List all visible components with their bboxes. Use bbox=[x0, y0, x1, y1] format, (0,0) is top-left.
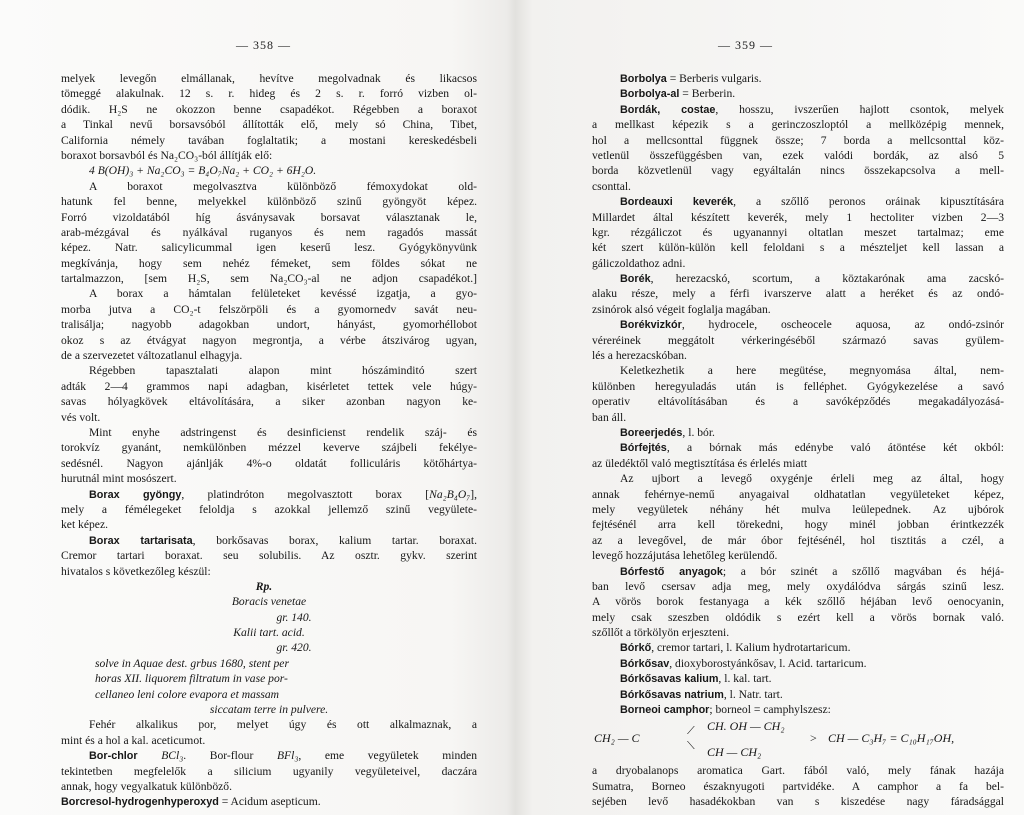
text-line: vés volt. bbox=[61, 410, 101, 424]
text-line: hatunk fel benne, melyekkel különböző szinű gyöngyöt képez. bbox=[61, 195, 477, 209]
text-line: adták 2—4 grammos napi adagban, kisérletet tettek vele húgy- bbox=[61, 379, 477, 393]
text-line: annak fehérnye-nemű anyagaival oldhatatlan vegyületeket képez, bbox=[592, 487, 1004, 501]
formula-right: CH — C₃H₇ = C₁₀H₁₇OH, bbox=[828, 731, 955, 746]
text-line: kgr. rézgáliczot és ugyanannyi oltatlan meszet tartalmaz; eme bbox=[592, 225, 1004, 239]
entry-line: Borcresol-hydrogenhyperoxyd = Acidum asepticum. bbox=[61, 795, 321, 809]
structural-formula bbox=[592, 719, 1004, 761]
entry-line: Borbolya-al = Berberin. bbox=[620, 87, 736, 101]
text-line: gáliczoldathoz adni. bbox=[592, 256, 686, 270]
text-line: szőllőt a törkölyön erjeszteni. bbox=[592, 626, 730, 640]
text-line: Mint enyhe adstringenst és desinficienst rendelik száj- és bbox=[89, 425, 477, 439]
text-line: operativ eltávolításában és a savóképződés megakadályozásá- bbox=[592, 395, 1004, 409]
entry-keyword: Bórkősav bbox=[620, 657, 670, 670]
text-line: megkívánja, hogy sem nehéz fémeket, sem földes sókat ne bbox=[61, 256, 477, 270]
text-line: tekintetben megfelelők a silicium ugyanily vegyületeivel, daczára bbox=[61, 764, 477, 778]
page-number: — 358 — bbox=[236, 38, 291, 52]
entry-keyword: Bordeauxi keverék bbox=[620, 196, 734, 209]
text-line: mely csak szeszben oldódik s ezért kell a vörös bornak való. bbox=[592, 610, 1004, 624]
text-line: okoz s az étvágyat nagyon megrontja, a vérbe átszivárog ugyan, bbox=[61, 333, 477, 347]
right-text-column bbox=[592, 71, 1004, 810]
page-number: — 359 — bbox=[718, 38, 773, 52]
text-line: savas hólyagkövek eltávolítására, a siker azonban nagyon ke- bbox=[61, 395, 477, 409]
formula-bottom: CH — CH₂ bbox=[707, 745, 762, 760]
text-line: de a szervezetet változatlanul elhagyja. bbox=[61, 349, 243, 363]
recipe-line: Kalii tart. acid. bbox=[233, 626, 305, 640]
recipe-line: horas XII. liquorem filtratum in vase por- bbox=[95, 672, 288, 686]
entry-line: Bordák, costae, hosszu, ivszerűen hajlott csontok, melyek bbox=[620, 102, 1004, 116]
entry-line: Bórfestő anyagok; a bór szinét a szőllő magvában és héjá- bbox=[620, 564, 1004, 578]
text-line: mint és a hol a kal. aceticumot. bbox=[61, 733, 206, 747]
text-line: A boraxot megolvasztva különböző fémoxydokat old- bbox=[89, 179, 477, 193]
entry-line: Bórfejtés, a bórnak más edénybe való átöntése két okból: bbox=[620, 441, 1004, 455]
entry-keyword: Borbolya-al bbox=[620, 88, 680, 101]
recipe-line: Boracis venetae bbox=[231, 595, 307, 609]
text-line: borda közvetlenül vagy egyáltalán nincs összekapcsolva a mell- bbox=[592, 164, 1004, 178]
text-line: California némely tavában foglaltatik; a mostani kereskedésbeli bbox=[61, 133, 477, 147]
entry-line: Bor-chlor BCl₃. Bor-flour BFl₃, eme vegyületek minden bbox=[89, 749, 477, 763]
text-line: melyek levegőn elmállanak, hevítve megolvadnak és likacsos bbox=[61, 72, 477, 85]
entry-keyword: Borcresol-hydrogenhyperoxyd bbox=[61, 796, 219, 809]
text-line: hivatalos s következőleg készül: bbox=[61, 564, 211, 578]
entry-keyword: Borax gyöngy bbox=[89, 488, 182, 501]
text-line: két szert külön-külön kell feloldani s a mészteljet kell lassan a bbox=[592, 241, 1004, 255]
recipe-heading: Rp. bbox=[255, 579, 273, 593]
text-line: a mellkast képezik s a gerinczoszloptól a mellközépig mennek, bbox=[592, 118, 1004, 132]
entry-keyword: Bordák, costae bbox=[620, 103, 716, 116]
text-line: dódik. H₂S ne okozzon benne csapadékot. Régebben a boraxot bbox=[61, 102, 477, 116]
text-line: Az ujbort a levegő oxygénje érleli meg az által, hogy bbox=[620, 472, 1004, 486]
text-line: torokvíz gyanánt, nemkülönben mézzel keverve szájbeli fekélye- bbox=[61, 441, 477, 455]
entry-keyword: Bor-chlor bbox=[89, 750, 138, 763]
text-line: tralisálja; nagyobb adagokban undort, hányást, gyomorhéllobot bbox=[61, 318, 477, 332]
text-line: hol a mellcsonttal függnek össze; 7 borda a mellcsonttal köz- bbox=[592, 133, 1004, 147]
entry-line: Borék, herezacskó, scortum, a köztakarónak ama zacskó- bbox=[620, 272, 1004, 286]
entry-line: Bordeauxi keverék, a szőllő peronos oráinak kipusztítására bbox=[620, 195, 1004, 209]
text-line: különben heregyuladás után is felléphet. Gyógykezelése a savó bbox=[592, 379, 1004, 393]
entry-keyword: Bórfestő anyagok bbox=[620, 565, 723, 578]
text-line: tömeggé alakulnak. 12 s. r. hideg és 2 s. r. forró vizben ol- bbox=[61, 87, 477, 101]
entry-keyword: Borax tartarisata bbox=[89, 534, 193, 547]
formula-bond-down: ⟍ bbox=[687, 740, 695, 753]
entry-keyword: Borékvizkór bbox=[620, 319, 682, 332]
recipe-line: siccatam terre in pulvere. bbox=[209, 703, 329, 717]
text-line: A vörös borok festanyaga a kék szőllő héjában levő oenocyanin, bbox=[592, 595, 1004, 609]
text-line: a Tinkal nevű borsavsóból állították elő, mely só China, Tibet, bbox=[61, 118, 477, 132]
entry-line: Bórkő, cremor tartari, l. Kalium hydrotartaricum. bbox=[620, 641, 851, 655]
entry-line: Borax tartarisata, borkősavas borax, kalium tartar. boraxat. bbox=[89, 533, 477, 547]
entry-line: Bórkősavas natrium, l. Natr. tart. bbox=[620, 687, 783, 701]
entry-line: Boreerjedés, l. bór. bbox=[620, 425, 715, 439]
text-line: alaku része, mely a férfi ivarszerve alatt a heréket és az ondó- bbox=[592, 287, 1004, 301]
text-line: levegő hozzájutása lehetőleg kerülendő. bbox=[592, 549, 778, 563]
text-line: mely vegyületek néhány hét mulva leülepednek. Az ujbórok bbox=[592, 502, 1004, 516]
text-line: lés a herezacskóban. bbox=[592, 349, 687, 363]
formula-bracket: > bbox=[810, 731, 817, 746]
entry-line: Borbolya = Berberis vulgaris. bbox=[620, 72, 762, 85]
entry-keyword: Bórkősavas natrium bbox=[620, 688, 724, 701]
entry-keyword: Borék bbox=[620, 273, 651, 286]
text-line: Régebben tapasztalati alapon mint hószáminditó szert bbox=[89, 364, 477, 378]
text-line: ban áll. bbox=[592, 410, 627, 424]
text-line: arab-mézgával és nyálkával ruganyos és nem ragadós massát bbox=[61, 225, 477, 239]
recipe-line: cellaneo leni colore evapora et massam bbox=[95, 687, 280, 701]
text-line: Sumatra, Borneo északnyugoti partvidéke. A camphor a fa bel- bbox=[592, 779, 1004, 793]
entry-keyword: Bórkő bbox=[620, 642, 652, 655]
entry-keyword: Boreerjedés bbox=[620, 426, 683, 439]
text-line: annak, hogy vegyalkatuk különböző. bbox=[61, 779, 232, 793]
entry-keyword: Bórfejtés bbox=[620, 442, 667, 455]
entry-keyword: Borneoi camphor bbox=[620, 704, 710, 717]
text-line: morba jutva a CO₂-t felszörpöli és a gyomornedv savát neu- bbox=[61, 302, 477, 316]
left-text-column bbox=[61, 71, 477, 810]
text-line: zsinórok alsó végeit foglalja magában. bbox=[592, 302, 771, 316]
entry-line: Bórkősavas kalium, l. kal. tart. bbox=[620, 672, 772, 686]
recipe-amount: gr. 140. bbox=[276, 610, 312, 624]
text-line: Forró vizoldatából híg ásványsavak borsavat választanak le, bbox=[61, 210, 477, 224]
text-line: sedésnél. Nagyon ajánlják 4%-o oldatát folliculáris kötőhártya- bbox=[61, 456, 477, 470]
text-line: A borax a hámtalan felületeket kevéssé izgatja, a gyo- bbox=[89, 287, 477, 301]
entry-line: Borékvizkór, hydrocele, oscheocele aquosa, az ondó-zsinór bbox=[620, 318, 1004, 332]
recipe-line: solve in Aquae dest. grbus 1680, stent per bbox=[95, 656, 289, 670]
formula-left: CH₂ — C bbox=[594, 731, 640, 746]
text-line: mely a fémélegeket feloldja s azokkal jellemző szinű vegyülete- bbox=[61, 502, 477, 516]
entry-line: Borneoi camphor; borneol = camphylszesz: bbox=[620, 703, 831, 717]
text-line: ket képez. bbox=[61, 518, 108, 532]
entry-keyword: Bórkősavas kalium bbox=[620, 673, 719, 686]
text-line: hurutnál mint mosószert. bbox=[61, 472, 177, 486]
text-line: képez. Natr. salicylicummal igen keserű lesz. Gyógykönyvünk bbox=[61, 241, 477, 255]
text-line: tartalmazzon, [sem H₂S, sem Na₂CO₃-al ne adjon csapadékot.] bbox=[61, 272, 477, 286]
formula-bond-up: ⟋ bbox=[687, 725, 695, 738]
text-line: Fehér alkalikus por, melyet úgy és ott alkalmaznak, a bbox=[89, 718, 477, 732]
text-line: boraxot borsavból és Na₂CO₃-ból állítják elő: bbox=[61, 148, 273, 162]
entry-keyword: Borbolya bbox=[620, 73, 667, 85]
text-line: Keletkezhetik a here megütése, megnyomása által, nem- bbox=[620, 364, 1004, 378]
equation-line: 4 B(OH)₃ + Na₂CO₃ = B₄O₇Na₂ + CO₂ + 6H₂O. bbox=[89, 164, 317, 178]
text-line: fejtésénél arra kell törekedni, hogy minél jobban érintkezzék bbox=[592, 518, 1004, 532]
text-line: vetlenül összefüggésben van, ezek valódi bordák, az alsó 5 bbox=[592, 148, 1004, 162]
text-line: az üledéktől való megtisztítása és érlelés miatt bbox=[592, 456, 808, 470]
text-line: a dryobalanops aromatica Gart. fából való, mely fának hazája bbox=[592, 764, 1004, 778]
text-line: ban levő csersav adja meg, mely oxydálódva sárgás szinű lesz. bbox=[592, 579, 1004, 593]
text-line: csonttal. bbox=[592, 179, 631, 193]
text-line: az a levegővel, de már óbor fejtésénél, hol tisztitás a czél, a bbox=[592, 533, 1004, 547]
text-line: Millardet által készített keverék, mely 1 hectoliter vizben 2—3 bbox=[592, 210, 1004, 224]
text-line: véreréinek meggátolt vérkeringéséből származó savas gyülem- bbox=[592, 333, 1004, 347]
right-page bbox=[512, 0, 1024, 815]
entry-line: Borax gyöngy, platindróton megolvasztott borax [Na₂B₄O₇], bbox=[89, 487, 477, 501]
text-line: Cremor tartari boraxat. seu solubilis. Az osztr. gykv. szerint bbox=[61, 549, 477, 563]
entry-line: Bórkősav, dioxyborostyánkősav, l. Acid. tartaricum. bbox=[620, 656, 867, 670]
left-page bbox=[0, 0, 507, 815]
text-line: sejében levő hasadékokban van s kiszedése nagy fáradsággal bbox=[592, 795, 1004, 809]
formula-top: CH. OH — CH₂ bbox=[707, 719, 785, 734]
recipe-amount: gr. 420. bbox=[276, 641, 312, 655]
